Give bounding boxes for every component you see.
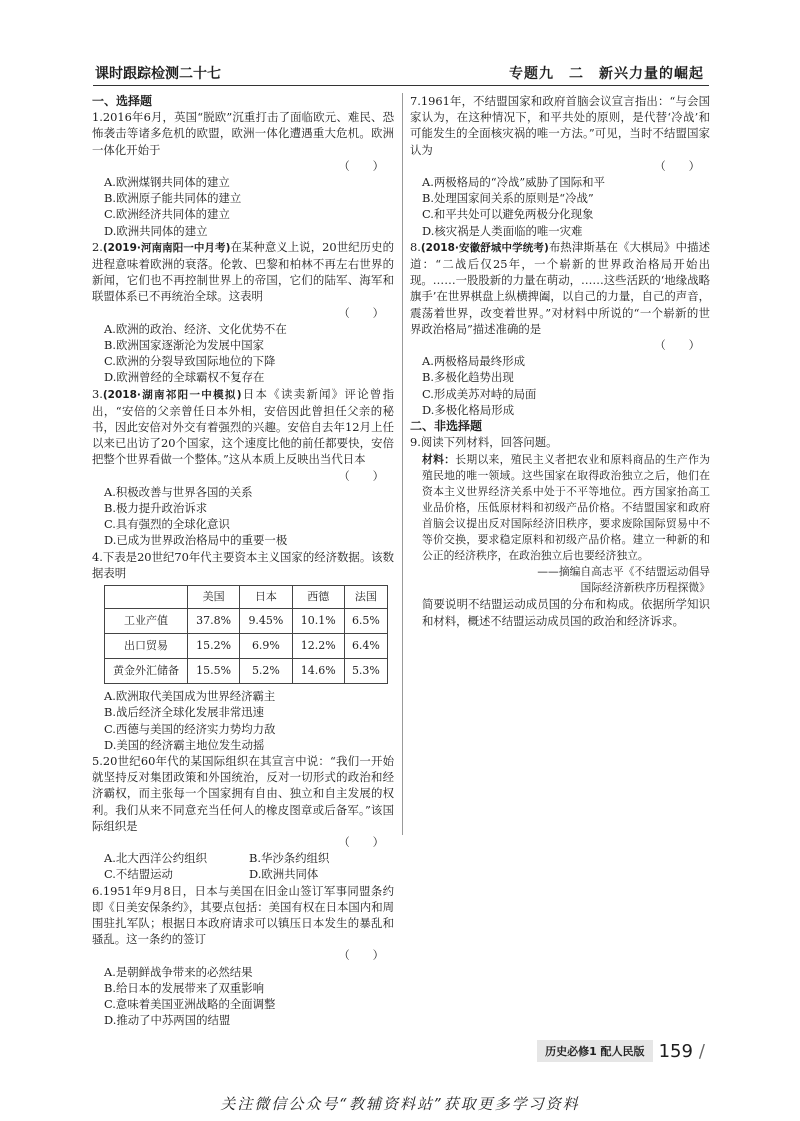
q7-option-b: B.处理国家间关系的原则是“冷战” — [422, 191, 594, 206]
q6-option-b: B.给日本的发展带来了双重影响 — [104, 980, 265, 995]
right-column — [410, 93, 710, 629]
table-row — [105, 634, 388, 659]
q9-source-line-1: ——摘编自高志平《不结盟运动倡导 — [537, 565, 710, 579]
q3-text: 日本《读卖新闻》评论曾指出，“安倍的父亲曾任日本外相，安倍因此曾担任父亲的秘书，因此安倍对外交有着强烈的兴趣。安倍自去年12月上任以来已出访了20个国家，这个速度比他的前任都要快，安倍把整个世界看做一个整体。”这从本质上反映出当代日本 — [92, 386, 394, 467]
table-cell: 12.2% — [292, 634, 344, 659]
table-cell: 黄金外汇储备 — [105, 659, 188, 684]
q5-option-a: A.北大西洋公约组织 — [104, 851, 207, 866]
question-8 — [410, 239, 710, 418]
q8-option-b: B.多极化趋势出现 — [422, 370, 514, 385]
q6-option-c: C.意味着美国亚洲战略的全面调整 — [104, 996, 276, 1011]
q1-paren: （ ） — [338, 158, 384, 173]
q4-option-d: D.美国的经济霸主地位发生动摇 — [104, 737, 265, 752]
q8-option-d: D.多极化格局形成 — [422, 402, 515, 417]
question-6 — [92, 883, 394, 1029]
q7-paren: （ ） — [654, 158, 700, 173]
q5-options-row-2 — [104, 866, 394, 882]
q2-paren: （ ） — [338, 305, 384, 320]
table-cell: 工业产值 — [105, 609, 188, 634]
page-number: 159 — [658, 1040, 693, 1062]
q3-paren: （ ） — [338, 468, 384, 483]
q4-option-a: A.欧洲取代美国成为世界经济霸主 — [104, 689, 276, 704]
table-header-cell: 美国 — [188, 586, 240, 609]
footer-handwritten-note: 关注微信公众号“教辅资料站”获取更多学习资料 — [220, 1095, 580, 1113]
q2-num: 2. — [92, 239, 103, 254]
q7-option-a: A.两极格局的“冷战”威胁了国际和平 — [422, 175, 605, 190]
q6-option-d: D.推动了中苏两国的结盟 — [104, 1013, 231, 1028]
question-2 — [92, 239, 394, 386]
header-rule — [93, 85, 709, 86]
question-4 — [92, 549, 394, 753]
q2-option-b: B.欧洲国家逐渐沦为发展中国家 — [104, 338, 265, 353]
table-cell: 15.5% — [188, 659, 240, 684]
left-column — [92, 93, 394, 1028]
table-cell: 5.3% — [344, 659, 387, 684]
q2-option-d: D.欧洲曾经的全球霸权不复存在 — [104, 370, 265, 385]
q5-paren: （ ） — [338, 834, 384, 849]
q4-text: 4.下表是20世纪70年代主要资本主义国家的经济数据。该数据表明 — [92, 549, 394, 580]
q9-material-label: 材料： — [422, 453, 456, 467]
header-right: 专题九 二 新兴力量的崛起 — [509, 66, 704, 82]
table-cell: 6.4% — [344, 634, 387, 659]
q8-option-a: A.两极格局最终形成 — [422, 354, 525, 369]
q8-num: 8. — [410, 239, 421, 254]
question-5 — [92, 753, 394, 883]
question-9 — [410, 434, 710, 629]
q5-option-b: B.华沙条约组织 — [249, 851, 330, 866]
question-3 — [92, 386, 394, 549]
slash-mark: / — [698, 1040, 705, 1062]
q3-option-b: B.极力提升政治诉求 — [104, 501, 208, 516]
q5-option-c: C.不结盟运动 — [104, 867, 173, 882]
section-nonchoice-title: 二、非选择题 — [410, 419, 483, 434]
q2-source-tag: (2019·河南南阳一中月考) — [102, 241, 231, 254]
q9-material-text: 长期以来，殖民主义者把农业和原料商品的生产作为殖民地的唯一领域。这些国家在取得政治独立之后，他们在资本主义世界经济关系中处于不平等地位。西方国家抬高工业品价格，压低原材料和初级产品价格。不结盟国家和政府首脑会议提出反对国际经济旧秩序，要求废除国际贸易中不等价交换，要求稳定原料和初级产品价格。建立一种新的和公正的经济秩序，在政治独立后也要经济独立。 — [422, 453, 710, 563]
table-cell: 9.45% — [240, 609, 292, 634]
q8-source-tag: (2018·安徽舒城中学统考) — [420, 241, 549, 254]
book-label: 历史必修1 配人民版 — [537, 1040, 652, 1062]
table-cell: 5.2% — [240, 659, 292, 684]
q1-option-a: A.欧洲煤钢共同体的建立 — [104, 175, 230, 190]
page-footer — [537, 1040, 705, 1062]
question-1 — [92, 109, 394, 239]
q3-option-c: C.具有强烈的全球化意识 — [104, 517, 230, 532]
q5-text: 5.20世纪60年代的某国际组织在其宣言中说：“我们一开始就坚持反对集团政策和外国统治，反对一切形式的政治和经济霸权，而主张每一个国家拥有自由、独立和自主发展的权利。我们从来不同意充当任何人的橡皮图章或后备军。”该国际组织是 — [92, 753, 394, 833]
q1-option-d: D.欧洲共同体的建立 — [104, 223, 208, 238]
table-cell: 14.6% — [292, 659, 344, 684]
section-choice-title: 一、选择题 — [92, 94, 153, 108]
q1-option-c: C.欧洲经济共同体的建立 — [104, 207, 230, 222]
q2-text: 在某种意义上说，20世纪历史的进程意味着欧洲的衰落。伦敦、巴黎和柏林不再左右世界的新闻，它们也不再控制世界上的帝国，它们的陆军、海军和联盟体系已不再统治全球。这表明 — [92, 239, 395, 304]
q4-option-b: B.战后经济全球化发展非常迅速 — [104, 705, 265, 720]
q6-text: 6.1951年9月8日，日本与美国在旧金山签订军事同盟条约即《日美安保条约》，其要点包括：美国有权在日本国内和周围驻扎军队；根据日本政府请求可以镇压日本发生的暴乱和骚乱。这一条约的签订 — [92, 883, 394, 947]
q3-option-a: A.积极改善与世界各国的关系 — [104, 484, 253, 499]
q9-text: 9.阅读下列材料，回答问题。 — [410, 435, 558, 450]
table-cell: 出口贸易 — [105, 634, 188, 659]
header-left: 课时跟踪检测二十七 — [95, 66, 221, 82]
table-cell: 37.8% — [188, 609, 240, 634]
q1-option-b: B.欧洲原子能共同体的建立 — [104, 191, 242, 206]
q2-option-c: C.欧洲的分裂导致国际地位的下降 — [104, 354, 276, 369]
q9-material — [422, 452, 710, 564]
table-header-row — [105, 586, 388, 609]
table-header-cell — [105, 586, 188, 609]
table-row — [105, 609, 388, 634]
q7-option-c: C.和平共处可以避免两极分化现象 — [422, 207, 594, 222]
table-cell: 6.9% — [240, 634, 292, 659]
q3-source-tag: (2018·湖南祁阳一中模拟) — [102, 388, 242, 401]
q9-ask: 简要说明不结盟运动成员国的分布和构成。依据所学知识和材料，概述不结盟运动成员国的政治和经济诉求。 — [422, 597, 710, 628]
q1-text: 1.2016年6月，英国“脱欧”沉重打击了面临欧元、难民、恐怖袭击等诸多危机的欧盟，欧洲一体化遭遇重大危机。欧洲一体化开始于 — [92, 110, 394, 157]
q8-paren: （ ） — [654, 338, 700, 353]
table-row — [105, 659, 388, 684]
column-divider — [402, 93, 403, 835]
q6-paren: （ ） — [338, 948, 384, 963]
q3-num: 3. — [92, 386, 103, 401]
q5-option-d: D.欧洲共同体 — [249, 867, 319, 882]
table-header-cell: 西德 — [292, 586, 344, 609]
q7-option-d: D.核灾祸是人类面临的唯一灾难 — [422, 223, 583, 238]
q3-option-d: D.已成为世界政治格局中的重要一极 — [104, 533, 288, 548]
q8-option-c: C.形成美苏对峙的局面 — [422, 386, 537, 401]
table-cell: 10.1% — [292, 609, 344, 634]
table-header-cell: 日本 — [240, 586, 292, 609]
q9-source-line-2: 国际经济新秩序历程探微》 — [580, 581, 710, 595]
q2-option-a: A.欧洲的政治、经济、文化优势不在 — [104, 321, 287, 336]
table-cell: 15.2% — [188, 634, 240, 659]
question-7 — [410, 93, 710, 239]
table-header-cell: 法国 — [344, 586, 387, 609]
q8-text: 布热津斯基在《大棋局》中描述道：“二战后仅25年，一个崭新的世界政治格局开始出现。……一股股新的力量在萌动，……这些活跃的‘地缘战略旗手’在世界棋盘上纵横捭阖，以自己的力量，自己的声音，震荡着世界，改变着世界。”对材料中所说的“一个崭新的世界政治格局”描述准确的是 — [410, 239, 710, 336]
q5-options-row-1 — [104, 850, 394, 866]
economic-data-table — [104, 585, 388, 684]
q4-option-c: C.西德与美国的经济实力势均力敌 — [104, 721, 276, 736]
q6-option-a: A.是朝鲜战争带来的必然结果 — [104, 964, 253, 979]
q7-text: 7.1961年，不结盟国家和政府首脑会议宣言指出：“与会国家认为，在这种情况下，和平共处的原则，是代替‘冷战’和可能发生的全面核灾祸的唯一方法。”可见，当时不结盟国家认为 — [410, 94, 710, 157]
table-cell: 6.5% — [344, 609, 387, 634]
